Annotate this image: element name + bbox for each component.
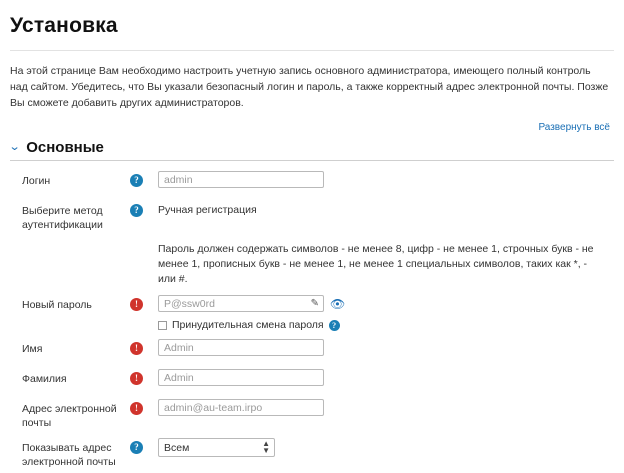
help-icon[interactable]: ?: [130, 174, 143, 187]
auth-method-field-wrap: [158, 201, 624, 216]
required-icon[interactable]: !: [130, 298, 143, 311]
section-title: Основные: [26, 139, 104, 156]
password-input-row: [158, 295, 624, 312]
required-icon[interactable]: !: [130, 372, 143, 385]
password-requirements-text: Пароль должен содержать символов - не менее 8, цифр - не менее 1, строчных букв - не менее 1, прописных букв - не менее 1, не менее 1 специальных символов, таких как *, - или #.: [158, 243, 594, 285]
force-password-change-row[interactable]: [158, 312, 624, 331]
auth-method-label: Выберите метод аутентификации: [22, 205, 103, 231]
first-name-input[interactable]: [158, 339, 324, 356]
new-password-field-wrap: [158, 295, 624, 331]
form-row-first-name: [0, 335, 624, 365]
email-visibility-select-wrap: [158, 438, 275, 457]
password-hint-wrap: [158, 240, 624, 287]
form-row-login: [0, 167, 624, 197]
last-name-field-wrap: [158, 369, 624, 386]
first-name-label: Имя: [22, 343, 43, 355]
settings-form: [0, 161, 624, 473]
form-row-password-hint: [0, 236, 624, 291]
email-visibility-field-wrap: [158, 438, 624, 457]
expand-all-link[interactable]: Развернуть всё: [538, 122, 610, 133]
new-password-label: Новый пароль: [22, 299, 92, 311]
required-icon[interactable]: !: [130, 342, 143, 355]
required-icon[interactable]: !: [130, 402, 143, 415]
email-field[interactable]: [158, 399, 324, 416]
chevron-down-icon: ▼: [262, 446, 270, 455]
expand-all-row: [0, 111, 624, 133]
email-visibility-select[interactable]: [158, 438, 275, 457]
page-title: Установка: [10, 14, 118, 37]
form-row-email-visibility: [0, 434, 624, 473]
last-name-label: Фамилия: [22, 373, 67, 385]
title-divider: [10, 50, 614, 51]
new-password-input[interactable]: [158, 295, 324, 312]
help-icon[interactable]: ?: [130, 204, 143, 217]
last-name-input[interactable]: [158, 369, 324, 386]
chevron-down-icon[interactable]: ⌄: [8, 141, 21, 153]
chevron-up-icon: ▲: [262, 439, 270, 448]
login-label: Логин: [22, 175, 51, 187]
last-name-icon-col: [130, 369, 158, 385]
password-hint-label-spacer: [0, 240, 130, 243]
first-name-field-wrap: [158, 339, 624, 356]
help-icon[interactable]: ?: [130, 441, 143, 454]
auth-method-value: Ручная регистрация: [158, 204, 257, 216]
form-row-auth-method: [0, 197, 624, 236]
login-icon-col: [130, 171, 158, 187]
form-row-new-password: [0, 291, 624, 335]
help-icon[interactable]: ?: [329, 320, 340, 331]
section-header-general[interactable]: [0, 133, 624, 160]
pencil-icon[interactable]: ✎: [310, 298, 319, 309]
login-field-wrap: [158, 171, 624, 188]
intro-text: На этой странице Вам необходимо настроить учетную запись основного администратора, имеющего полный контроль над сайтом. Убедитесь, что Вы указали безопасный логин и пароль, а также корректный адрес электронной почты. Позже Вы сможете добавить других администраторов.: [10, 65, 609, 109]
password-hint-icon-col: [130, 240, 158, 243]
force-password-change-label: Принудительная смена пароля: [172, 319, 324, 331]
email-icon-col: [130, 399, 158, 415]
login-input[interactable]: [158, 171, 324, 188]
first-name-icon-col: [130, 339, 158, 355]
form-row-email: [0, 395, 624, 434]
email-field-wrap: [158, 399, 624, 416]
password-box: [158, 295, 324, 312]
email-visibility-label: Показывать адрес электронной почты: [22, 442, 116, 468]
email-visibility-icon-col: [130, 438, 158, 454]
auth-method-icon-col: [130, 201, 158, 217]
new-password-icon-col: [130, 295, 158, 311]
force-password-change-checkbox[interactable]: [158, 321, 167, 330]
email-label: Адрес электронной почты: [22, 403, 117, 429]
eye-icon[interactable]: 👁: [330, 296, 346, 311]
form-row-last-name: [0, 365, 624, 395]
